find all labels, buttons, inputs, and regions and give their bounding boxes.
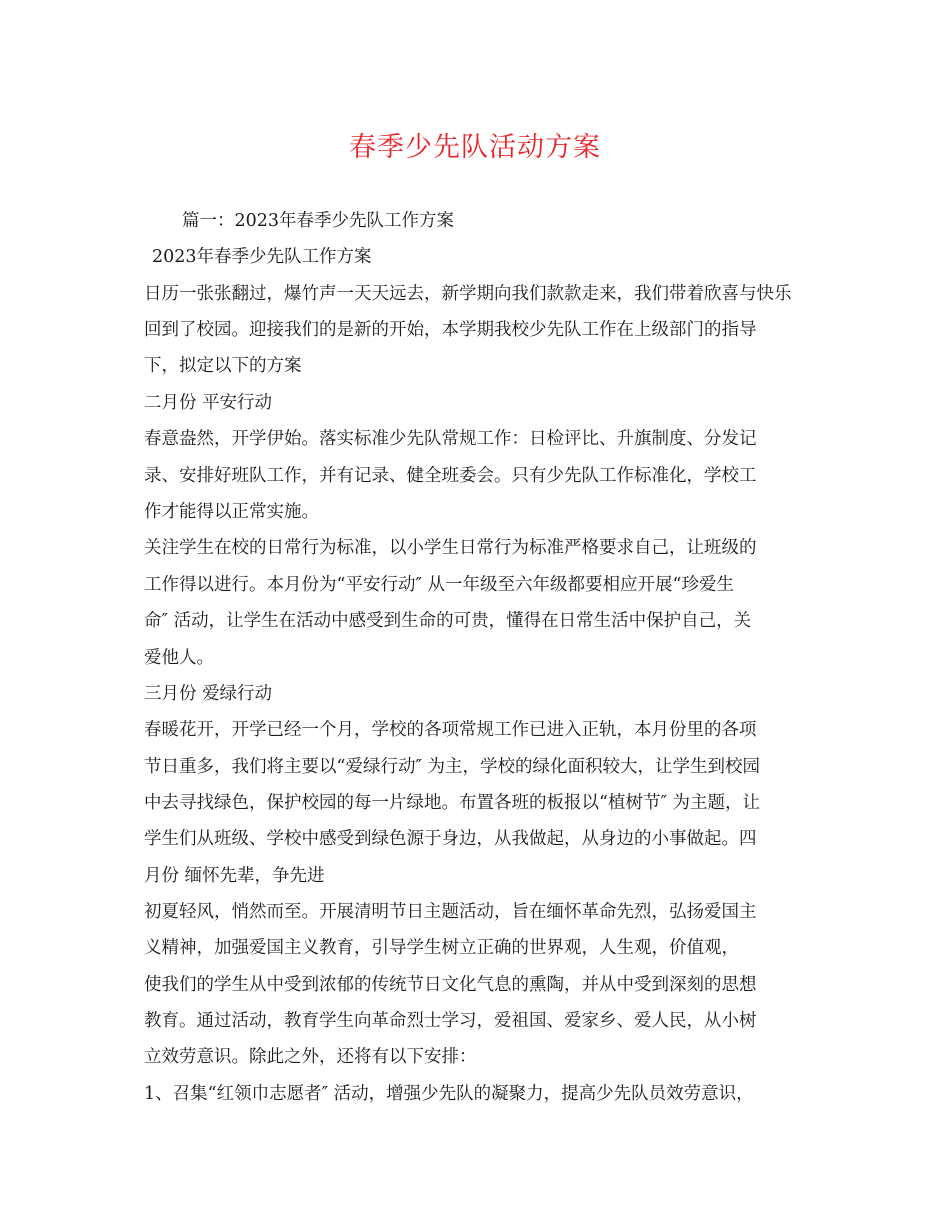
body-line: 春暖花开，开学已经一个月，学校的各项常规工作已进入正轨，本月份里的各项 (144, 720, 757, 740)
body-line: 下，拟定以下的方案 (144, 356, 302, 376)
body-line: 日历一张张翻过，爆竹声一天天远去，新学期向我们款款走来，我们带着欣喜与快乐 (144, 284, 792, 304)
body-line: 立效劳意识。除此之外，还将有以下安排： (144, 1047, 477, 1067)
document-title: 春季少先队活动方案 (349, 132, 601, 163)
subheading: 2023年春季少先队工作方案 (152, 247, 372, 267)
body-line: 月份 缅怀先辈，争先进 (144, 866, 325, 886)
body-line: 教育。通过活动，教育学生向革命烈士学习，爱祖国、爱家乡、爱人民，从小树 (144, 1011, 757, 1031)
body-line: 作才能得以正常实施。 (144, 502, 319, 522)
body-line: 春意盎然，开学伊始。落实标准少先队常规工作：日检评比、升旗制度、分发记 (144, 429, 757, 449)
body-line: 学生们从班级、学校中感受到绿色源于身边，从我做起，从身边的小事做起。四 (144, 829, 757, 849)
body-line: 回到了校园。迎接我们的是新的开始，本学期我校少先队工作在上级部门的指导 (144, 320, 757, 340)
month-heading: 三月份 爱绿行动 (144, 684, 273, 704)
body-line: 爱他人。 (144, 648, 214, 668)
body-line: 关注学生在校的日常行为标准，以小学生日常行为标准严格要求自己，让班级的 (144, 538, 757, 558)
section-heading: 篇一：2023年春季少先队工作方案 (182, 211, 455, 231)
list-item: 1、召集“红领巾志愿者″ 活动，增强少先队的凝聚力，提高少先队员效劳意识， (144, 1084, 754, 1104)
body-line: 初夏轻风，悄然而至。开展清明节日主题活动，旨在缅怀革命先烈，弘扬爱国主 (144, 902, 757, 922)
body-line: 录、安排好班队工作，并有记录、健全班委会。只有少先队工作标准化，学校工 (144, 466, 757, 486)
body-line: 中去寻找绿色，保护校园的每一片绿地。布置各班的板报以“植树节″ 为主题，让 (144, 793, 761, 813)
body-line: 工作得以进行。本月份为“平安行动″ 从一年级至六年级都要相应开展“珍爱生 (144, 575, 734, 595)
month-heading: 二月份 平安行动 (144, 393, 273, 413)
body-line: 节日重多，我们将主要以“爱绿行动″ 为主，学校的绿化面积较大，让学生到校园 (144, 757, 761, 777)
body-line: 命″ 活动，让学生在活动中感受到生命的可贵，懂得在日常生活中保护自己，关 (144, 611, 752, 631)
body-line: 义精神，加强爱国主义教育，引导学生树立正确的世界观，人生观，价值观， (144, 938, 739, 958)
body-line: 使我们的学生从中受到浓郁的传统节日文化气息的熏陶，并从中受到深刻的思想 (144, 975, 757, 995)
